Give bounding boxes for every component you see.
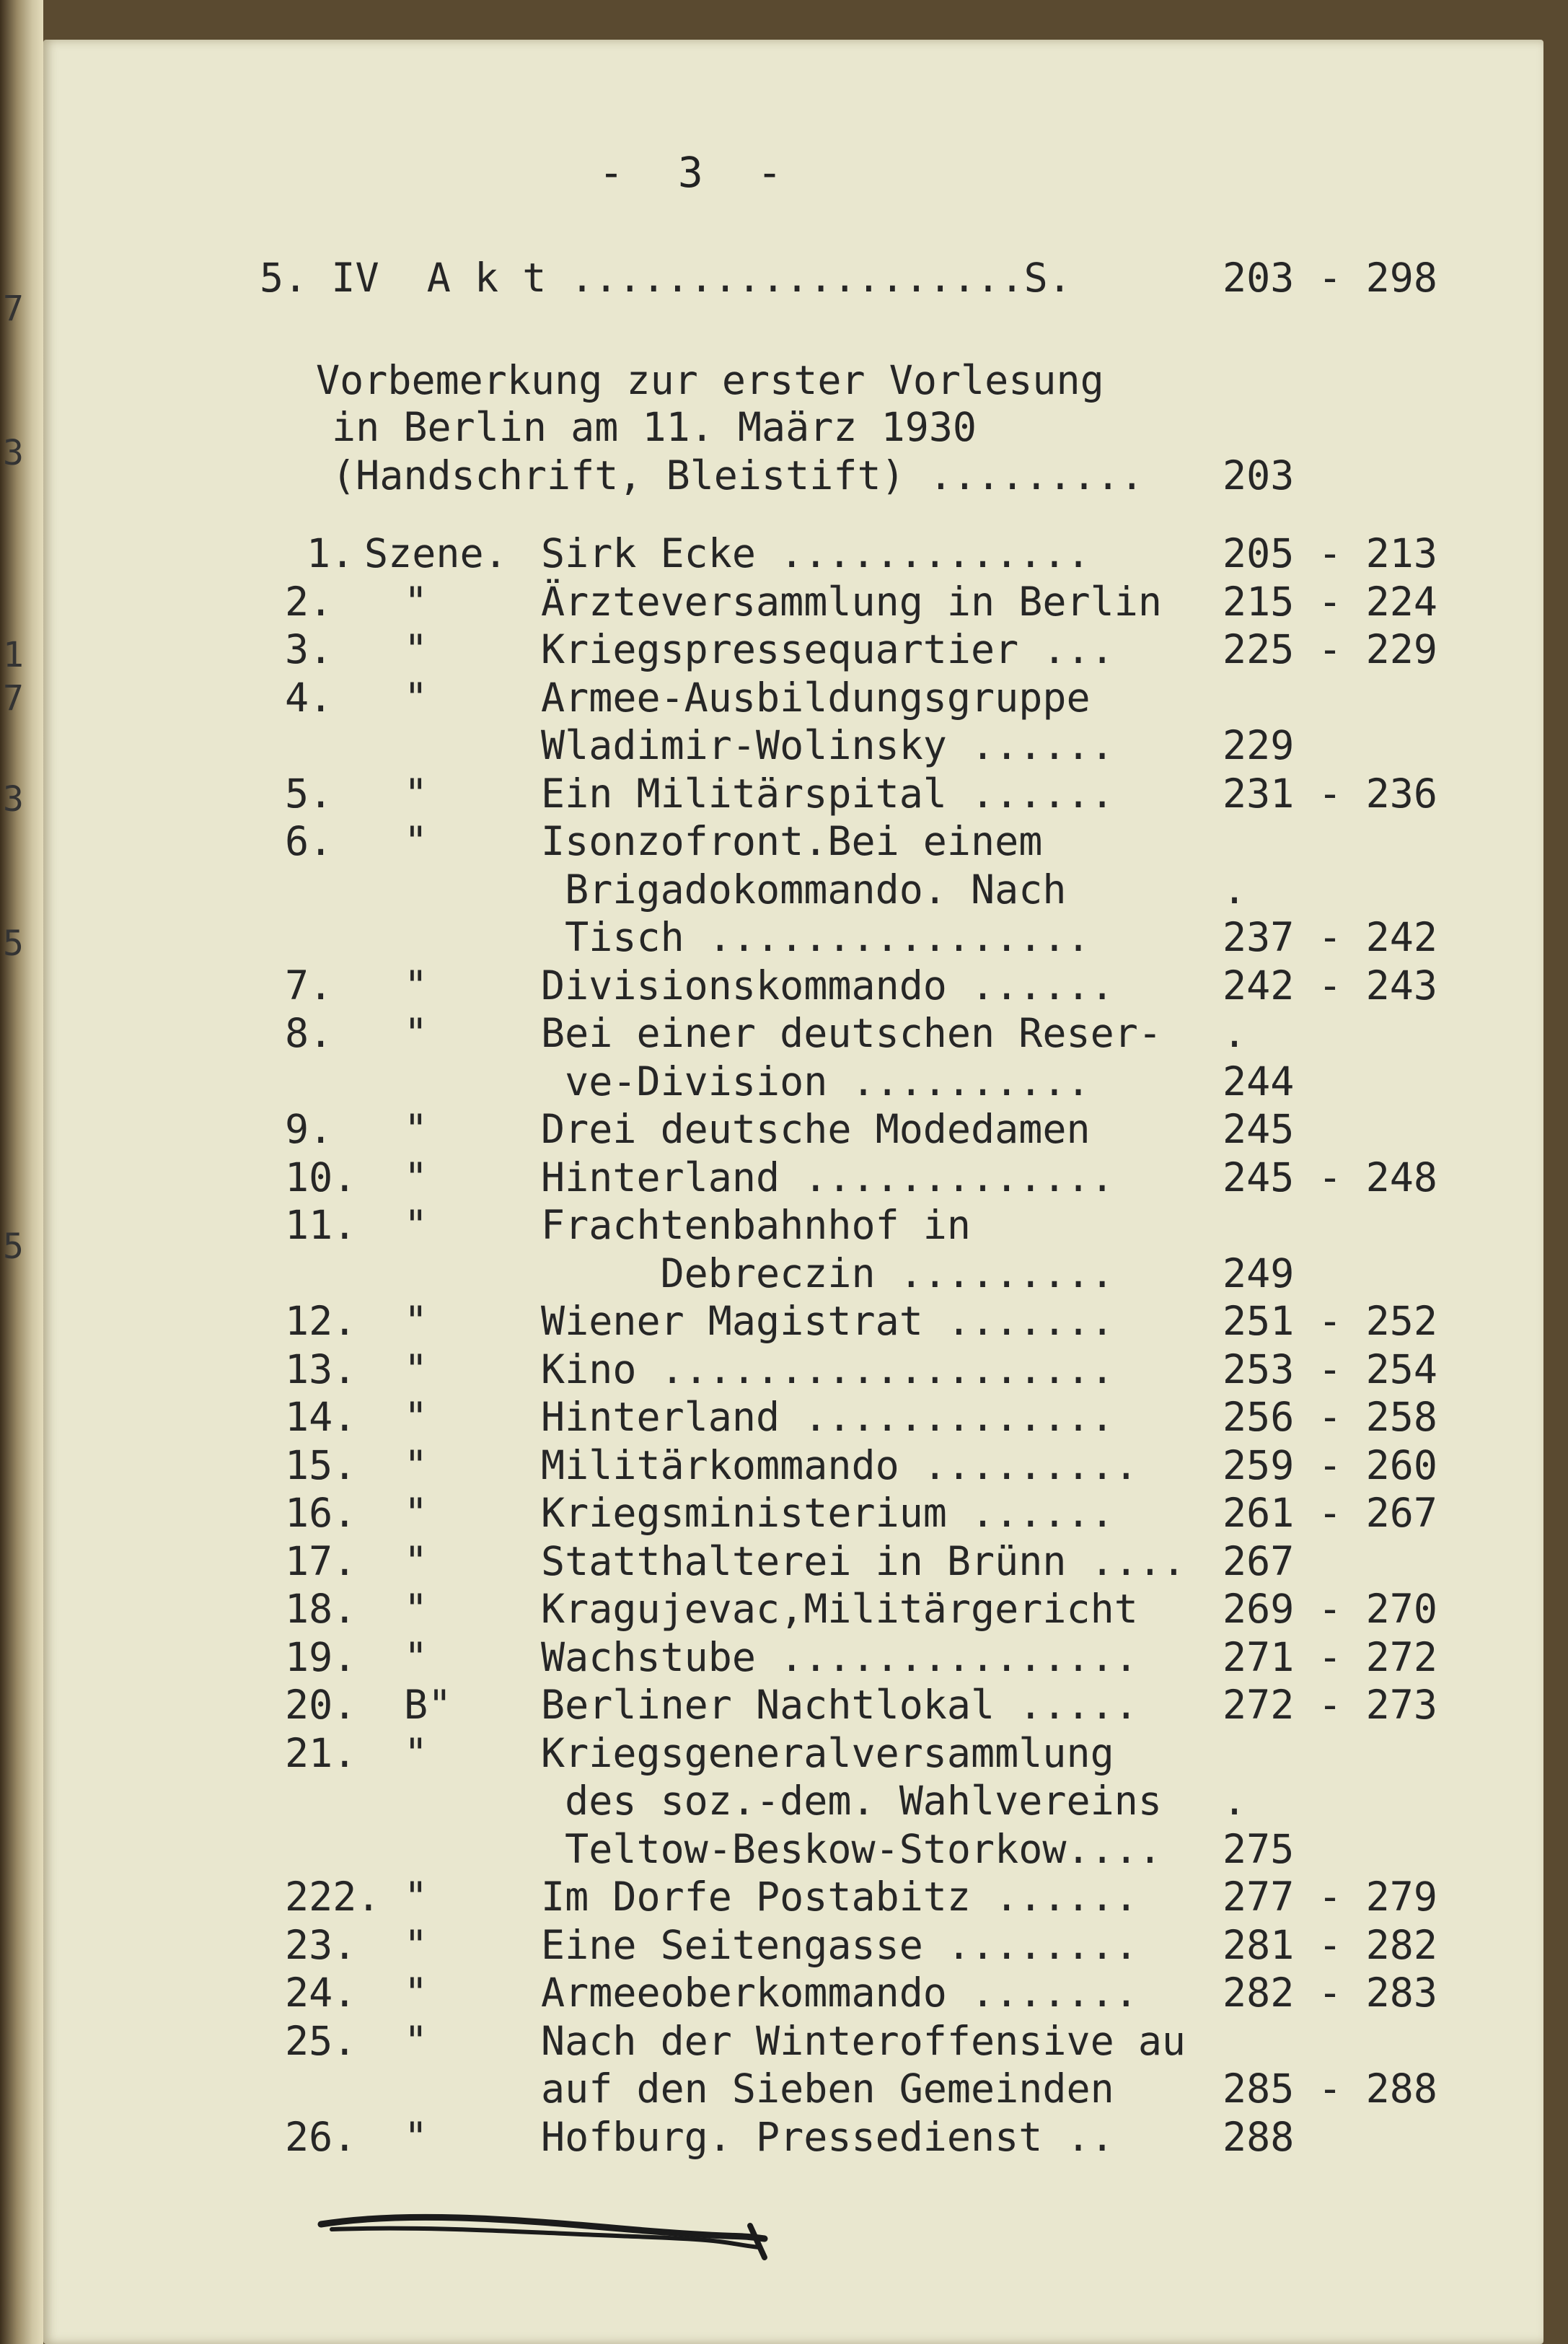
scene-number: 18. [285,1586,357,1632]
scene-title: Hofburg. Pressedienst .. [541,2114,1114,2160]
document-page [43,40,1543,2344]
scene-title: Kragujevac,Militärgericht [541,1586,1138,1632]
scene-number: 20. [285,1682,357,1728]
scene-mark: " [404,1010,428,1056]
facing-page-mark: 1 [3,635,24,675]
scene-mark: " [404,1490,428,1536]
scene-title: Hinterland ............. [541,1394,1114,1440]
scene-title: Kino ................... [541,1346,1114,1392]
scene-title: Armeeoberkommando ....... [541,1970,1138,2016]
scene-mark: " [404,1586,428,1632]
scene-mark: " [404,1538,428,1584]
left-page-edge [0,0,43,2344]
scene-mark: " [404,1106,428,1152]
scene-title: Ärzteversammlung in Berlin [541,579,1162,625]
scene-pages: 267 [1223,1538,1295,1584]
scene-number: 2. [285,579,333,625]
scene-mark: " [404,1874,428,1920]
scene-pages: 244 [1223,1058,1295,1105]
scene-title: Armee-Ausbildungsgruppe [541,675,1091,721]
scene-title: Im Dorfe Postabitz ...... [541,1874,1138,1920]
scene-title: Berliner Nachtlokal ..... [541,1682,1138,1728]
scene-title: Drei deutsche Modedamen [541,1106,1091,1152]
scene-pages: 259 - 260 [1223,1442,1438,1488]
scene-mark: " [404,1298,428,1344]
scene-number: 7. [285,962,333,1009]
scene-number: 222. [285,1874,381,1920]
scene-mark: " [404,675,428,721]
crossed-out-line [317,2197,779,2262]
scene-pages: 237 - 242 [1223,914,1438,960]
scene-pages: 245 - 248 [1223,1154,1438,1200]
scene-pages: 256 - 258 [1223,1394,1438,1440]
scene-title: Frachtenbahnhof in [541,1202,972,1248]
scene-mark: " [404,1442,428,1488]
scene-mark: " [404,771,428,817]
scene-mark: " [404,1154,428,1200]
act-heading: 5. IV A k t ...................S. [260,255,1072,301]
scene-title: ve-Division .......... [541,1058,1091,1105]
preface-line: (Handschrift, Bleistift) ......... [332,452,1144,499]
scene-number: 23. [285,1922,357,1968]
scene-title: des soz.-dem. Wahlvereins [541,1778,1162,1824]
scene-number: 17. [285,1538,357,1584]
scene-title: Kriegsgeneralversammlung [541,1730,1114,1776]
scene-pages: 281 - 282 [1223,1922,1438,1968]
scene-title: Wachstube ............... [541,1634,1138,1680]
scene-pages: 215 - 224 [1223,579,1438,625]
scene-number: 3. [285,626,333,672]
scene-pages: 242 - 243 [1223,962,1438,1009]
scene-mark: " [404,1634,428,1680]
scene-title: Bei einer deutschen Reser- [541,1010,1162,1056]
scene-number: 21. [285,1730,357,1776]
scene-mark: " [404,818,428,864]
scene-number: 15. [285,1442,357,1488]
scene-pages: 271 - 272 [1223,1634,1438,1680]
scene-number: 6. [285,818,333,864]
facing-page-mark: 7 [3,289,24,329]
scene-title: Wiener Magistrat ....... [541,1298,1114,1344]
scene-number: 4. [285,675,333,721]
scene-pages: 249 [1223,1250,1295,1296]
scene-mark: " [404,1970,428,2016]
scene-pages: 269 - 270 [1223,1586,1438,1632]
scene-number: 11. [285,1202,357,1248]
scene-title: auf den Sieben Gemeinden [541,2066,1114,2112]
preface-line: in Berlin am 11. Maärz 1930 [332,404,977,450]
scene-number: 9. [285,1106,333,1152]
scene-mark: " [404,579,428,625]
scene-pages: 277 - 279 [1223,1874,1438,1920]
scene-title: Sirk Ecke ............. [541,530,1091,576]
preface-line: Vorbemerkung zur erster Vorlesung [316,357,1104,403]
scene-number: 13. [285,1346,357,1392]
act-pages: 203 - 298 [1223,255,1438,301]
scene-number: 10. [285,1154,357,1200]
scene-pages: 225 - 229 [1223,626,1438,672]
facing-page-mark: 3 [3,433,24,473]
scene-pages: 275 [1223,1826,1295,1872]
facing-page-mark: 5 [3,923,24,964]
scene-number: 14. [285,1394,357,1440]
scene-pages: 231 - 236 [1223,771,1438,817]
scene-mark: Szene. [364,530,508,576]
scene-pages: 253 - 254 [1223,1346,1438,1392]
preface-pages: 203 [1223,452,1295,499]
page-number: - 3 - [599,148,797,197]
scene-pages: 261 - 267 [1223,1490,1438,1536]
facing-page-mark: 3 [3,779,24,820]
scene-title: Kriegsministerium ...... [541,1490,1114,1536]
scene-title: Nach der Winteroffensive au [541,2018,1186,2064]
scene-pages: . [1223,866,1247,913]
scene-pages: 245 [1223,1106,1295,1152]
scene-pages: 229 [1223,722,1295,768]
scene-title: Militärkommando ......... [541,1442,1138,1488]
scene-number: 26. [285,2114,357,2160]
scene-pages: . [1223,1778,1247,1824]
scene-mark: B" [404,1682,452,1728]
scene-number: 5. [285,771,333,817]
scene-title: Teltow-Beskow-Storkow.... [541,1826,1162,1872]
scene-title: Statthalterei in Brünn .... [541,1538,1186,1584]
scene-number: 8. [285,1010,333,1056]
facing-page-mark: 7 [3,678,24,719]
scene-mark: " [404,2114,428,2160]
scene-mark: " [404,962,428,1009]
facing-page-mark: 5 [3,1226,24,1267]
scene-number: 24. [285,1970,357,2016]
scene-pages: 251 - 252 [1223,1298,1438,1344]
scene-title: Hinterland ............. [541,1154,1114,1200]
scene-pages: . [1223,1010,1247,1056]
scene-pages: 272 - 273 [1223,1682,1438,1728]
scene-mark: " [404,1202,428,1248]
scene-title: Isonzofront.Bei einem [541,818,1043,864]
scene-title: Divisionskommando ...... [541,962,1114,1009]
scene-pages: 282 - 283 [1223,1970,1438,2016]
scene-pages: 285 - 288 [1223,2066,1438,2112]
scene-title: Debreczin ......... [541,1250,1114,1296]
scene-title: Tisch ................ [541,914,1091,960]
scene-mark: " [404,1394,428,1440]
scene-pages: 205 - 213 [1223,530,1438,576]
scene-title: Ein Militärspital ...... [541,771,1114,817]
scene-number: 12. [285,1298,357,1344]
scene-mark: " [404,1346,428,1392]
scene-mark: " [404,626,428,672]
scene-pages: 288 [1223,2114,1295,2160]
scene-mark: " [404,1922,428,1968]
scene-title: Kriegspressequartier ... [541,626,1114,672]
scene-title: Eine Seitengasse ........ [541,1922,1138,1968]
scene-number: 1. [307,530,355,576]
scene-number: 16. [285,1490,357,1536]
scene-mark: " [404,1730,428,1776]
scene-number: 19. [285,1634,357,1680]
scene-mark: " [404,2018,428,2064]
scene-title: Wladimir-Wolinsky ...... [541,722,1114,768]
scene-number: 25. [285,2018,357,2064]
scene-title: Brigadokommando. Nach [541,866,1067,913]
